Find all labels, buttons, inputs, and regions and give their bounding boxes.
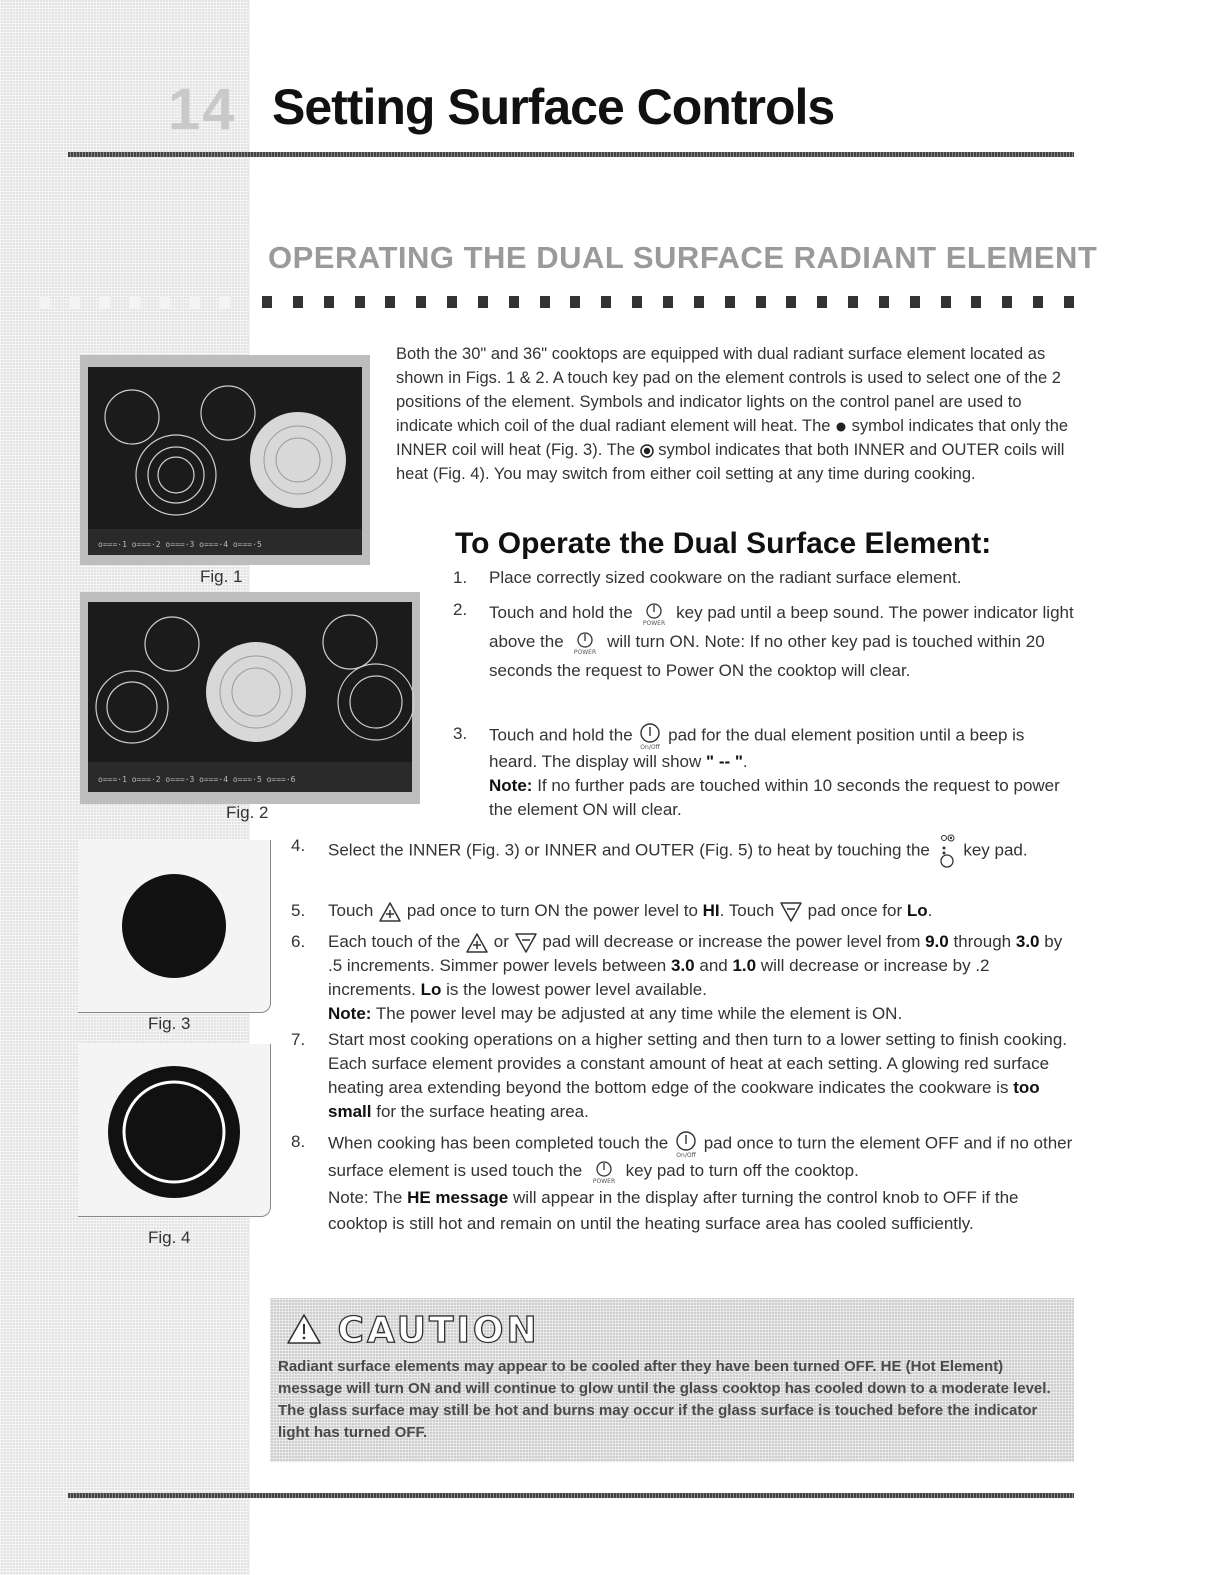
section-title: OPERATING THE DUAL SURFACE RADIANT ELEMENT — [268, 240, 1098, 275]
plus-icon — [378, 901, 402, 923]
dual-coil-icon — [640, 444, 654, 458]
dot-divider-left — [40, 296, 230, 308]
dot-divider — [262, 296, 1074, 308]
page-title: Setting Surface Controls — [272, 79, 835, 135]
svg-text:POWER: POWER — [592, 1177, 616, 1185]
svg-text:On/Off: On/Off — [676, 1152, 696, 1158]
intro-paragraph: Both the 30" and 36" cooktops are equipped with dual radiant surface element located as shown in Figs. 1 & 2. A touch key pad on the element controls is used to select one of the 2 positions of the element. Symbols and indicator lights on the control panel are used to indicate which coil of the dual radiant element will heat. The symbol indicates that only the INNER coil will heat (Fig. 3). The symbol indicates that both INNER and OUTER coils will heat (Fig. 4). You may switch from either coil setting at any time during cooking. — [396, 345, 1069, 483]
svg-text:On/Off: On/Off — [640, 744, 661, 750]
subsection-title: To Operate the Dual Surface Element: — [455, 527, 992, 560]
dual-select-icon — [935, 834, 959, 868]
fig2-caption: Fig. 2 — [226, 803, 269, 822]
fig1-caption: Fig. 1 — [200, 567, 243, 586]
minus-icon — [779, 901, 803, 923]
warning-triangle-icon — [286, 1313, 322, 1345]
inner-coil-icon — [835, 421, 847, 433]
svg-text:POWER: POWER — [643, 619, 666, 627]
fig4-caption: Fig. 4 — [148, 1228, 191, 1247]
fig2-cooktop-36 — [80, 592, 420, 804]
svg-text:o===·1 o===·2 o===·3 o===·4: o===·1 o===·2 o===·3 o===·4 o===·5 o===·6 — [98, 775, 296, 784]
onoff-icon — [673, 1130, 699, 1158]
fig1-cooktop-30 — [80, 355, 370, 565]
plus-icon — [465, 932, 489, 954]
power-icon — [637, 601, 671, 627]
caution-heading: CAUTION — [286, 1310, 540, 1351]
fig3-inner-coil — [78, 840, 271, 1013]
svg-text:POWER: POWER — [574, 648, 597, 656]
svg-text:o===·1 o===·2 o===·3 o===·4: o===·1 o===·2 o===·3 o===·4 o===·5 — [98, 540, 262, 549]
page-number: 14 — [168, 77, 237, 142]
header-rule — [68, 152, 1074, 157]
fig3-caption: Fig. 3 — [148, 1014, 191, 1033]
power-icon — [568, 630, 602, 656]
caution-text: Radiant surface elements may appear to be cooled after they have been turned OFF. HE (Hot Element) message will turn ON and will continue to glow until the glass cooktop has cooled down to a moderate level. The glass surface may still be hot and burns may occur if the glass surface is touched before the indicator light has turned OFF. — [278, 1358, 1051, 1441]
onoff-icon — [637, 722, 663, 750]
fig4-dual-coil — [78, 1044, 271, 1217]
power-icon — [587, 1159, 621, 1185]
minus-icon — [514, 932, 538, 954]
footer-rule — [68, 1493, 1074, 1498]
caution-box — [270, 1298, 1074, 1462]
